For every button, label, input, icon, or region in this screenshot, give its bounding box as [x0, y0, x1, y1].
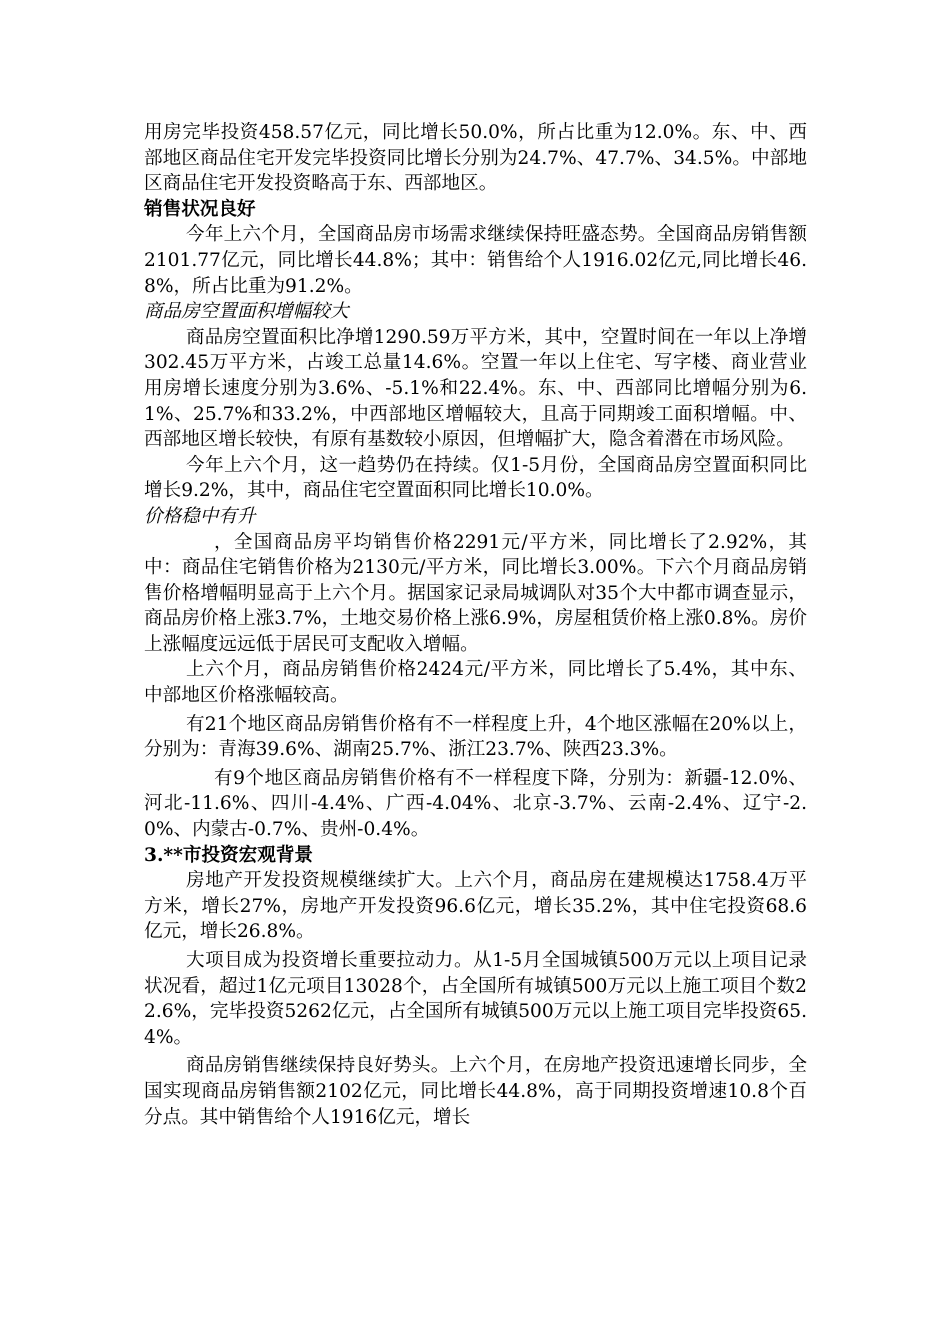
paragraph-large-projects: 大项目成为投资增长重要拉动力。从1-5月全国城镇500万元以上项目记录状况看，超过1亿元项目13028个，占全国所有城镇500万元以上施工项目个数22.6%，完毕投资5262亿元，占全国所有城镇500万元以上施工项目完毕投资65.4%。 [144, 950, 807, 1048]
heading-sales-status: 销售状况良好 [144, 198, 256, 220]
heading-macro-background: 3.**市投资宏观背景 [144, 844, 314, 866]
paragraph-average-price: ，全国商品房平均销售价格2291元/平方米，同比增长了2.92%，其中：商品住宅销售价格为2130元/平方米，同比增长3.00%。下六个月商品房销售价格增幅明显高于上六个月。据国家记录局城调队对35个大中都市调查显示，商品房价格上涨3.7%，土地交易价格上涨6.9%，房屋租赁价格上涨0.8%。房价上涨幅度远远低于居民可支配收入增幅。 [144, 531, 807, 655]
paragraph-investment-scale: 房地产开发投资规模继续扩大。上六个月，商品房在建规模达1758.4万平方米，增长27%，房地产开发投资96.6亿元，增长35.2%，其中住宅投资68.6亿元，增长26.8%。 [144, 870, 807, 943]
paragraph-vacant-trend: 今年上六个月，这一趋势仍在持续。仅1-5月份，全国商品房空置面积同比增长9.2%，其中，商品住宅空置面积同比增长10.0%。 [144, 454, 807, 502]
paragraph-price-rise-regions: 有21个地区商品房销售价格有不一样程度上升，4个地区涨幅在20%以上，分别为：青海39.6%、湖南25.7%、浙江23.7%、陕西23.3%。 [144, 713, 807, 761]
paragraph-investment-completion: 用房完毕投资458.57亿元，同比增长50.0%，所占比重为12.0%。东、中、西部地区商品住宅开发完毕投资同比增长分别为24.7%、47.7%、34.5%。中部地区商品住宅开发投资略高于东、西部地区。 [144, 122, 807, 195]
paragraph-sales-status: 今年上六个月，全国商品房市场需求继续保持旺盛态势。全国商品房销售额2101.77亿元，同比增长44.8%；其中：销售给个人1916.02亿元,同比增长46.8%，所占比重为91.2%。 [144, 224, 807, 297]
paragraph-price-fall-regions: 有9个地区商品房销售价格有不一样程度下降，分别为：新疆-12.0%、河北-11.6%、四川-4.4%、广西-4.04%、北京-3.7%、云南-2.4%、辽宁-2.0%、内蒙古-0.7%、贵州-0.4%。 [144, 767, 807, 841]
paragraph-vacant-area: 商品房空置面积比净增1290.59万平方米，其中，空置时间在一年以上净增302.45万平方米，占竣工总量14.6%。空置一年以上住宅、写字楼、商业营业用房增长速度分别为3.6%、-5.1%和22.4%。东、中、西部同比增幅分别为6.1%、25.7%和33.2%，中西部地区增幅较大，且高于同期竣工面积增幅。中、西部地区增长较快，有原有基数较小原因，但增幅扩大，隐含着潜在市场风险。 [144, 326, 807, 451]
heading-vacant-area: 商品房空置面积增幅较大 [144, 301, 349, 323]
paragraph-sales-momentum: 商品房销售继续保持良好势头。上六个月，在房地产投资迅速增长同步，全国实现商品房销售额2102亿元，同比增长44.8%，高于同期投资增速10.8个百分点。其中销售给个人1916亿元，增长 [144, 1055, 807, 1128]
document-page [144, 120, 807, 1130]
paragraph-half-year-price: 上六个月，商品房销售价格2424元/平方米，同比增长了5.4%，其中东、中部地区价格涨幅较高。 [144, 659, 807, 707]
heading-price-stable: 价格稳中有升 [144, 505, 256, 527]
